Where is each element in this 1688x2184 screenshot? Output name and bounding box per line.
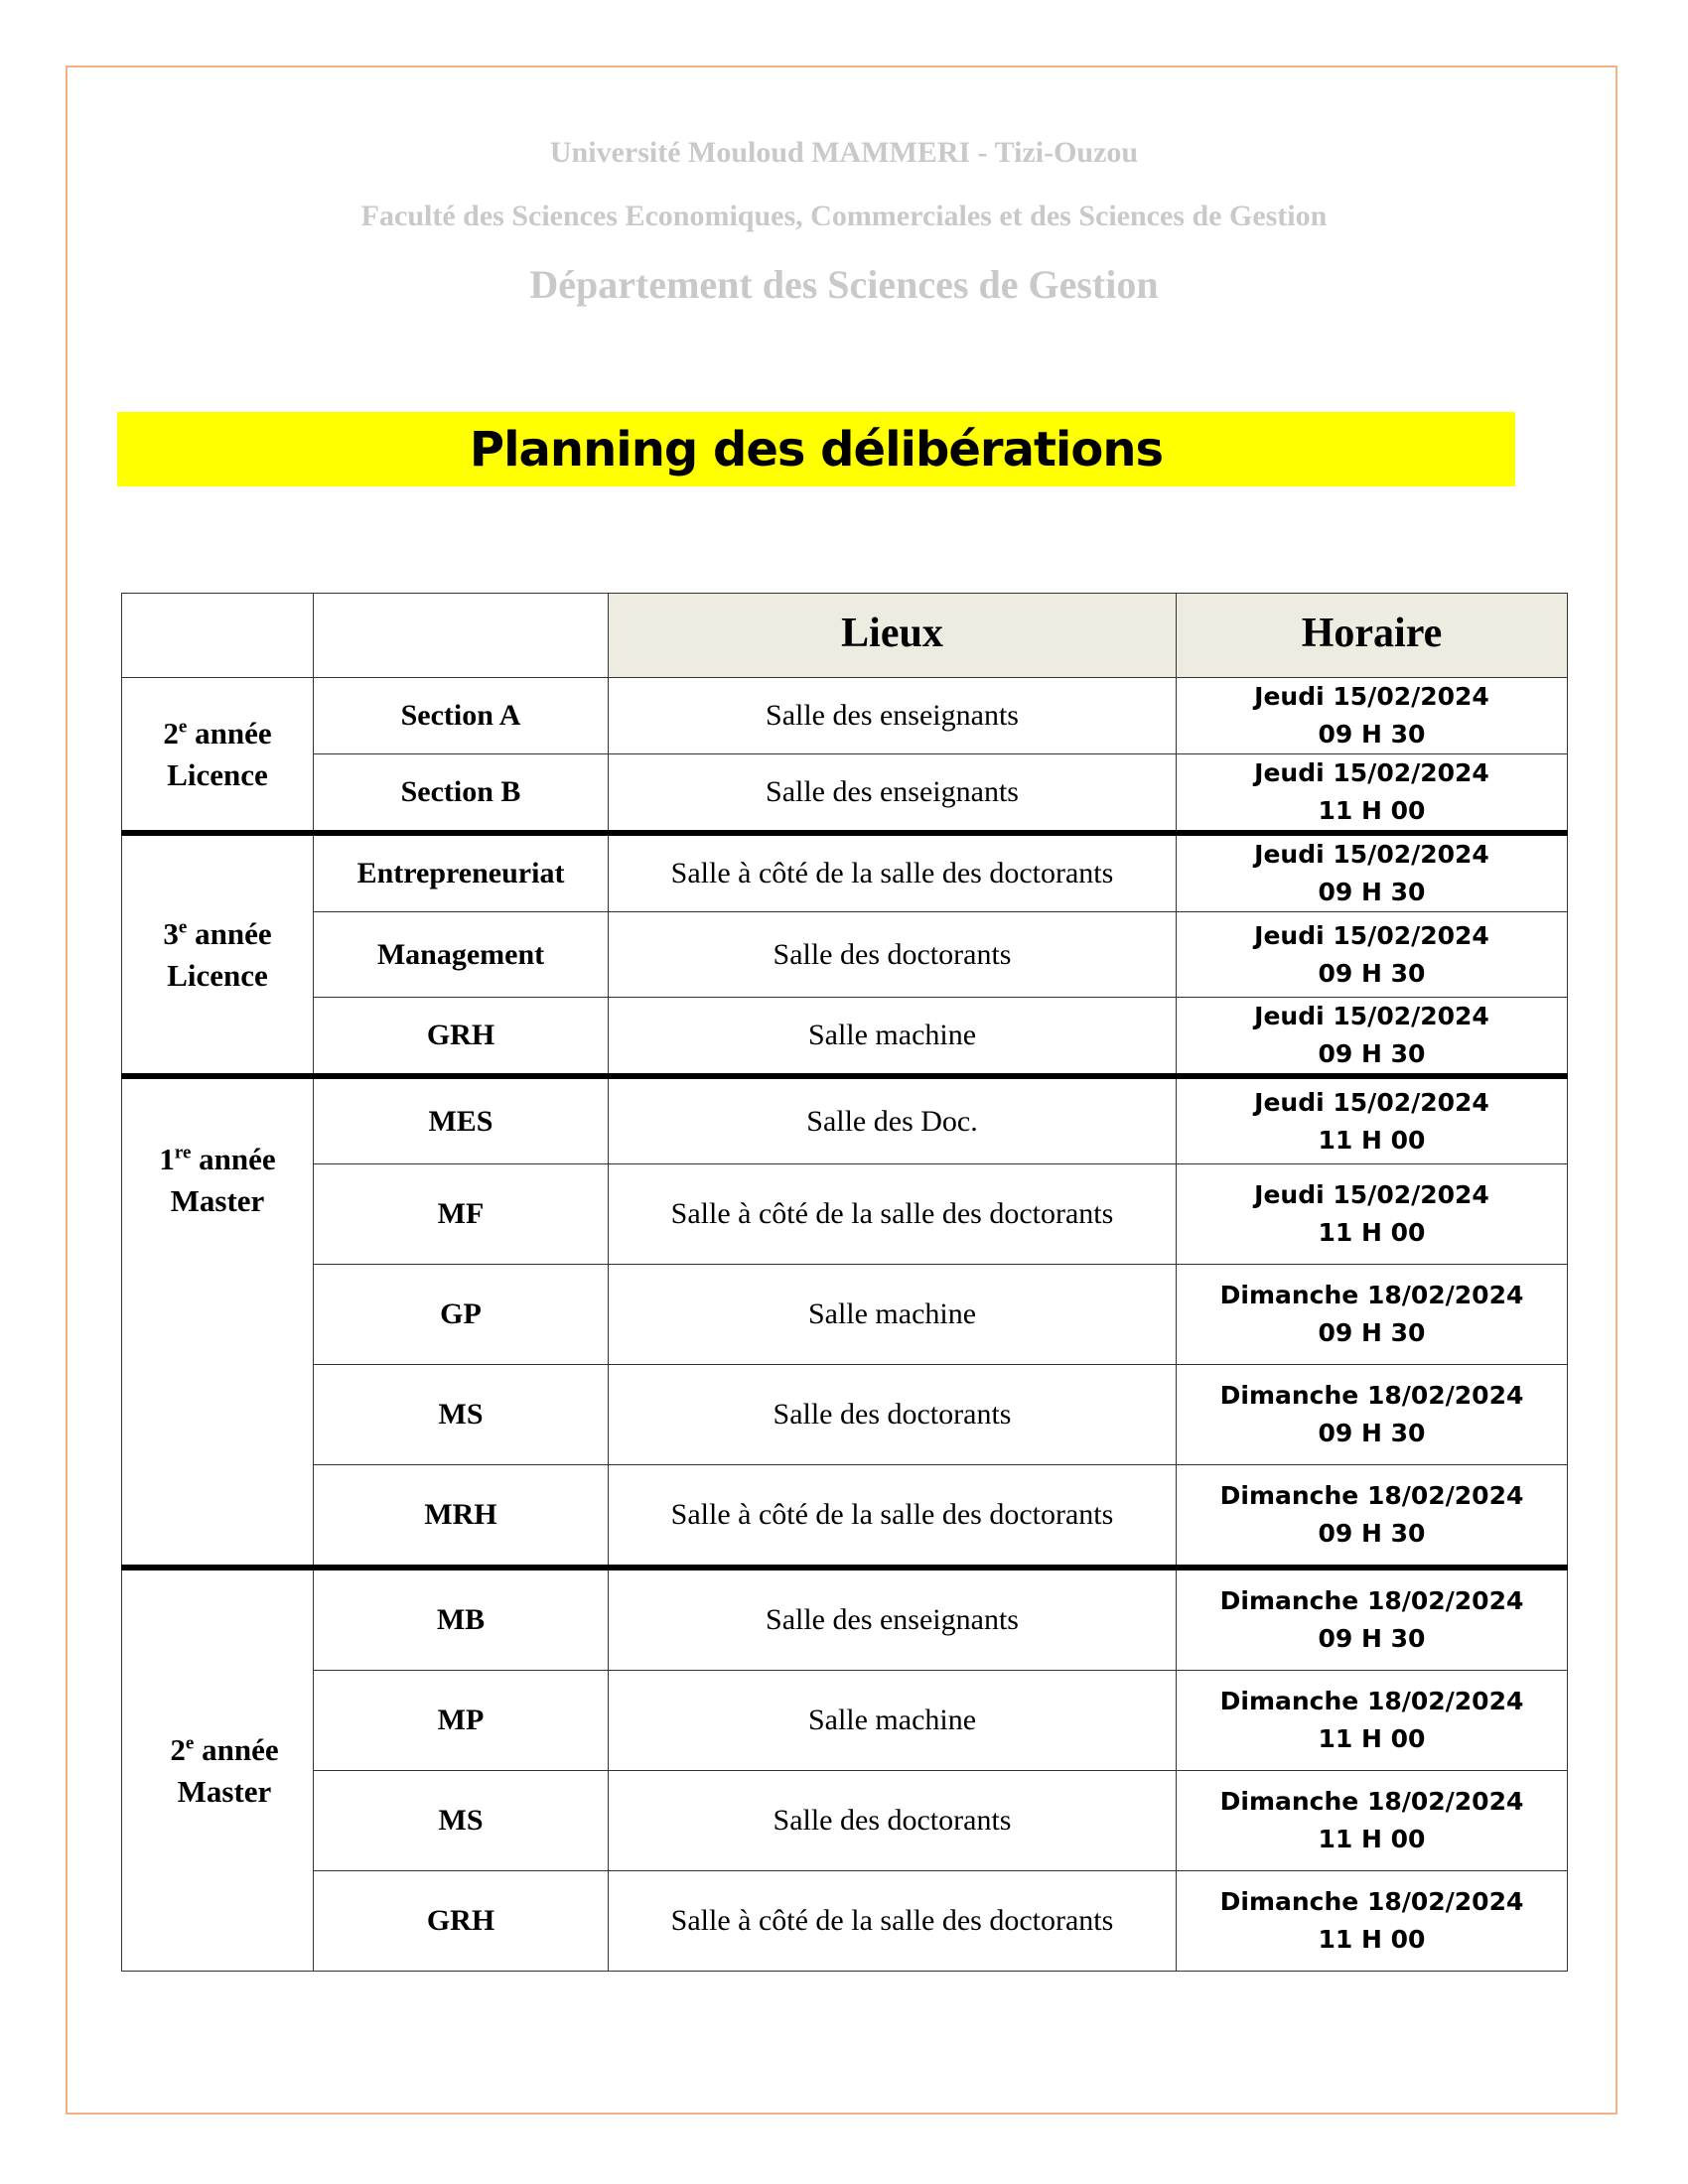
header-cell-level — [122, 594, 314, 678]
schedule-cell: Jeudi 15/02/2024 11 H 00 — [1177, 1076, 1568, 1164]
room-cell: Salle machine — [609, 1265, 1177, 1365]
room-cell: Salle des enseignants — [609, 1568, 1177, 1671]
section-cell: MB — [314, 1568, 609, 1671]
schedule-cell: Dimanche 18/02/2024 09 H 30 — [1177, 1265, 1568, 1365]
page-title: Planning des délibérations — [469, 421, 1164, 478]
level-cell: 3e année Licence — [122, 833, 314, 1076]
schedule-cell: Jeudi 15/02/2024 11 H 00 — [1177, 754, 1568, 834]
department-name: Département des Sciences de Gestion — [529, 262, 1159, 307]
table-row — [122, 833, 1568, 912]
section-cell: MRH — [314, 1465, 609, 1569]
room-cell: Salle des doctorants — [609, 1365, 1177, 1465]
room-cell: Salle des Doc. — [609, 1076, 1177, 1164]
room-cell: Salle machine — [609, 1671, 1177, 1771]
table-row — [122, 912, 1568, 998]
table-header-row — [122, 594, 1568, 678]
schedule-cell: Dimanche 18/02/2024 09 H 30 — [1177, 1365, 1568, 1465]
section-cell: GRH — [314, 998, 609, 1077]
section-cell: MP — [314, 1671, 609, 1771]
room-cell: Salle des doctorants — [609, 1771, 1177, 1871]
room-cell: Salle à côté de la salle des doctorants — [609, 1465, 1177, 1569]
schedule-cell: Jeudi 15/02/2024 09 H 30 — [1177, 912, 1568, 998]
section-cell: Section A — [314, 678, 609, 754]
table-row — [122, 1771, 1568, 1871]
schedule-cell: Jeudi 15/02/2024 11 H 00 — [1177, 1164, 1568, 1265]
schedule-cell: Dimanche 18/02/2024 09 H 30 — [1177, 1465, 1568, 1569]
header-cell-horaire: Horaire — [1177, 594, 1568, 678]
table-row — [122, 998, 1568, 1077]
table-row — [122, 754, 1568, 834]
section-cell: Section B — [314, 754, 609, 834]
header-cell-lieux: Lieux — [609, 594, 1177, 678]
table-row — [122, 1265, 1568, 1365]
section-cell: MS — [314, 1771, 609, 1871]
schedule-cell: Jeudi 15/02/2024 09 H 30 — [1177, 998, 1568, 1077]
university-name: Université Mouloud MAMMERI - Tizi-Ouzou — [549, 136, 1139, 169]
section-cell: GRH — [314, 1871, 609, 1972]
schedule-cell: Dimanche 18/02/2024 11 H 00 — [1177, 1671, 1568, 1771]
level-cell: 1re année Master — [122, 1076, 314, 1568]
table-row — [122, 1465, 1568, 1569]
table-row — [122, 678, 1568, 754]
table-row — [122, 1076, 1568, 1164]
schedule-cell: Dimanche 18/02/2024 11 H 00 — [1177, 1771, 1568, 1871]
schedule-cell: Jeudi 15/02/2024 09 H 30 — [1177, 833, 1568, 912]
room-cell: Salle à côté de la salle des doctorants — [609, 1871, 1177, 1972]
schedule-cell: Dimanche 18/02/2024 11 H 00 — [1177, 1871, 1568, 1972]
level-cell: 2e année Licence — [122, 678, 314, 834]
section-cell: Entrepreneuriat — [314, 833, 609, 912]
faculty-name: Faculté des Sciences Economiques, Commerciales et des Sciences de Gestion — [360, 200, 1328, 232]
section-cell: GP — [314, 1265, 609, 1365]
table-row — [122, 1164, 1568, 1265]
room-cell: Salle à côté de la salle des doctorants — [609, 833, 1177, 912]
section-cell: MF — [314, 1164, 609, 1265]
room-cell: Salle des doctorants — [609, 912, 1177, 998]
table-row — [122, 1365, 1568, 1465]
section-cell: Management — [314, 912, 609, 998]
table-row — [122, 1671, 1568, 1771]
schedule-cell: Dimanche 18/02/2024 09 H 30 — [1177, 1568, 1568, 1671]
schedule-cell: Jeudi 15/02/2024 09 H 30 — [1177, 678, 1568, 754]
room-cell: Salle à côté de la salle des doctorants — [609, 1164, 1177, 1265]
room-cell: Salle des enseignants — [609, 754, 1177, 834]
room-cell: Salle des enseignants — [609, 678, 1177, 754]
room-cell: Salle machine — [609, 998, 1177, 1077]
section-cell: MES — [314, 1076, 609, 1164]
table-row — [122, 1871, 1568, 1972]
table-row — [122, 1568, 1568, 1671]
section-cell: MS — [314, 1365, 609, 1465]
header-cell-section — [314, 594, 609, 678]
title-banner — [117, 412, 1515, 486]
deliberations-table — [121, 593, 1568, 1972]
level-cell: 2e année Master — [122, 1568, 314, 1972]
